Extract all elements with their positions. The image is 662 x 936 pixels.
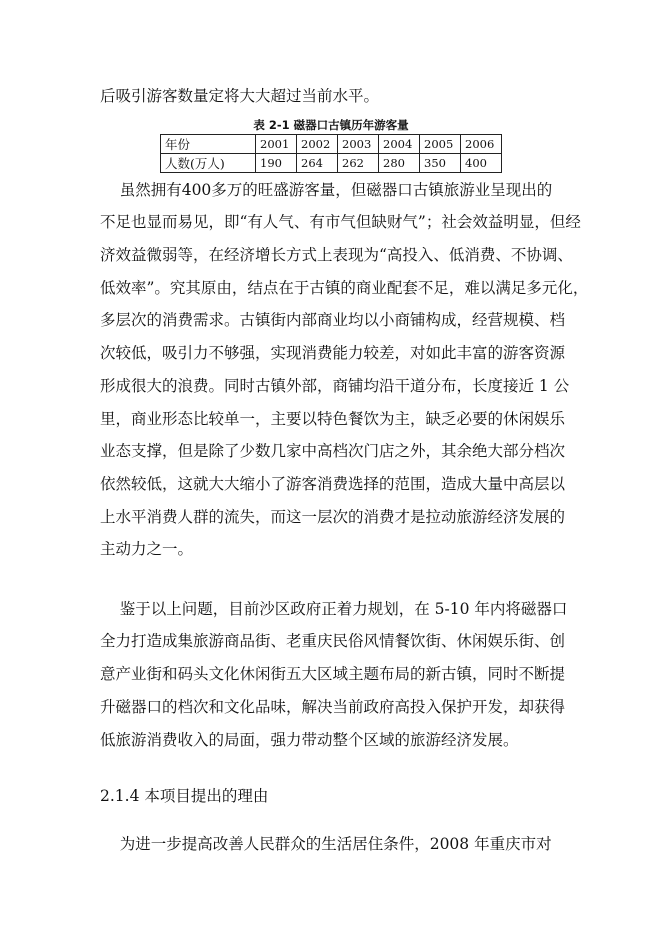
text-line: 为进一步提高改善人民群众的生活居住条件，2008 年重庆市对 [100, 835, 552, 853]
table-caption: 表 2-1 磁器口古镇历年游客量 [253, 118, 409, 132]
people-label: 人数(万人) [161, 154, 256, 173]
table-row-people [161, 154, 502, 173]
people-cell: 190 [256, 154, 297, 173]
text-line: 虽然拥有400多万的旺盛游客量，但磁器口古镇旅游业呈现出的 [100, 181, 553, 199]
people-cell: 264 [297, 154, 338, 173]
text-line: 里，商业形态比较单一，主要以特色餐饮为主，缺乏必要的休闲娱乐 [100, 410, 566, 428]
text-line: 不足也显而易见，即“有人气、有市气但缺财气”；社会效益明显，但经 [100, 213, 581, 231]
people-cell: 280 [379, 154, 420, 173]
year-label: 年份 [161, 135, 256, 154]
text-line: 次较低，吸引力不够强，实现消费能力较差，对如此丰富的游客资源 [100, 344, 566, 362]
text-line: 低效率”。究其原由，结点在于古镇的商业配套不足，难以满足多元化， [100, 279, 589, 297]
text-line: 依然较低，这就大大缩小了游客消费选择的范围，造成大量中高层以 [100, 475, 566, 493]
text-line: 后吸引游客数量定将大大超过当前水平。 [100, 87, 380, 105]
people-cell: 262 [338, 154, 379, 173]
table-row-year [161, 135, 502, 154]
year-cell: 2004 [379, 135, 420, 154]
year-cell: 2003 [338, 135, 379, 154]
year-cell: 2005 [420, 135, 461, 154]
text-line: 业态支撑，但是除了少数几家中高档次门店之外，其余绝大部分档次 [100, 442, 566, 460]
text-line: 主动力之一。 [100, 540, 194, 558]
text-line: 上水平消费人群的流失，而这一层次的消费才是拉动旅游经济发展的 [100, 508, 566, 526]
people-cell: 400 [461, 154, 502, 173]
text-line: 升磁器口的档次和文化品味，解决当前政府高投入保护开发，却获得 [100, 698, 566, 716]
text-line: 形成很大的浪费。同时古镇外部，商铺均沿干道分布，长度接近 1 公 [100, 377, 570, 395]
year-cell: 2001 [256, 135, 297, 154]
section-heading: 2.1.4 本项目提出的理由 [100, 787, 269, 805]
visitor-table [160, 134, 502, 173]
year-cell: 2002 [297, 135, 338, 154]
text-line: 全力打造成集旅游商品街、老重庆民俗风情餐饮街、休闲娱乐街、创 [100, 632, 566, 650]
text-line: 意产业街和码头文化休闲街五大区域主题布局的新古镇，同时不断提 [100, 665, 566, 683]
text-line: 济效益微弱等，在经济增长方式上表现为“高投入、低消费、不协调、 [100, 246, 573, 264]
text-line: 多层次的消费需求。古镇街内部商业均以小商铺构成，经营规模、档 [100, 311, 566, 329]
text-line: 鉴于以上问题，目前沙区政府正着力规划，在 5-10 年内将磁器口 [100, 600, 568, 618]
text-line: 低旅游消费收入的局面，强力带动整个区域的旅游经济发展。 [100, 731, 519, 749]
people-cell: 350 [420, 154, 461, 173]
year-cell: 2006 [461, 135, 502, 154]
